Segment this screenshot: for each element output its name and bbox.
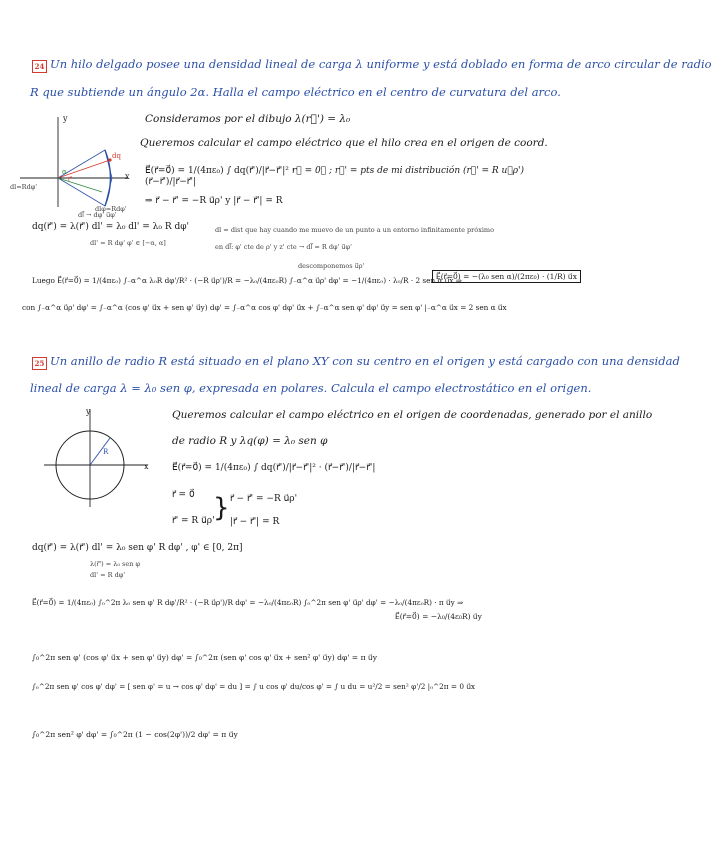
problem-number-badge: 24 (32, 60, 47, 73)
problem-statement-line: Un anillo de radio R está situado en el plano XY con su centro en el origen y está cargado con una densidad (50, 354, 680, 368)
auxiliary-integral: con ∫₋α^α u⃗ρ' dφ' = ∫₋α^α (cos φ' u⃗x + sen φ' u⃗y) dφ' = ∫₋α^α cos φ' dφ' u⃗x + ∫₋α^α sen φ' dφ' u⃗y = sen φ' |₋α^α u⃗x = 2 sen α u⃗x (22, 303, 507, 312)
position-definition: r⃗' = R u⃗ρ' (172, 516, 215, 526)
field-equation: E⃗(r⃗=0⃗) = 1/(4πε₀) ∫ dq(r⃗')/|r⃗−r⃗'|² · (r⃗−r⃗')/|r⃗−r⃗'| (145, 166, 295, 187)
problem-statement-line: Un hilo delgado posee una densidad lineal de carga λ uniforme y está doblado en forma de arco circular de radio (50, 57, 712, 71)
integral-step: ∫₀^2π sen φ' (cos φ' u⃗x + sen φ' u⃗y) dφ' = ∫₀^2π (sen φ' cos φ' u⃗x + sen² φ' u⃗y) dφ' = π u⃗y (32, 653, 378, 662)
distance-vector: r⃗ − r⃗' = −R u⃗ρ' (230, 494, 298, 504)
x-axis-label: x (144, 462, 149, 471)
r-prime-label: r⃗' (68, 176, 73, 183)
y-axis-label: y (86, 407, 91, 416)
dl-note: en dl⃗: φ' cte de ρ' y z' cte → dl⃗ = R dφ' u⃗φ' (215, 243, 352, 251)
distance-modulus: |r⃗ − r⃗'| = R (230, 517, 280, 527)
field-substitution: Luego E⃗(r⃗=0⃗) = 1/(4πε₀) ∫₋α^α λ₀R dφ'/R² · (−R u⃗ρ')/R = −λ₀/(4πε₀R) ∫₋α^α u⃗ρ' dφ' = −1/(4πε₀) · λ₀/R · 2 sen α u⃗x ⇒ (32, 276, 462, 285)
x-axis-label: x (125, 172, 130, 181)
radius-label: R (103, 448, 109, 456)
arc-diagram (10, 112, 135, 212)
goal-text: Queremos calcular el campo eléctrico que el hilo crea en el origen de coord. (140, 137, 548, 149)
dl-note: dl = dist que hay cuando me muevo de un punto a un entorno infinitamente próximo (215, 226, 495, 234)
dl-label: dl=Rdφ' (10, 183, 38, 191)
field-substitution: E⃗(r⃗=0⃗) = 1/(4πε₀) ∫₀^2π λ₀ sen φ' R dφ'/R² · (−R u⃗ρ')/R dφ' = −λ₀/(4πε₀R) ∫₀^2π sen φ' u⃗ρ' dφ' = −λ₀/(4πε₀R) · π u⃗y ⇒ (32, 598, 464, 607)
result-expression: E⃗(r⃗=0⃗) = −λ₀/(4ε₀R) u⃗y (395, 612, 482, 621)
result-box: E⃗(r⃗=0⃗) = −(λ₀ sen α)/(2πε₀) · (1/R) u⃗x (432, 270, 581, 283)
field-equation: E⃗(r⃗=0⃗) = 1/(4πε₀) ∫ dq(r⃗')/|r⃗−r⃗'|² · (r⃗−r⃗')/|r⃗−r⃗'| (172, 463, 376, 473)
dq-substitution: dl' = R dφ' (90, 571, 126, 579)
alpha-label: α (62, 168, 67, 176)
dq-expression: dq(r⃗') = λ(r⃗') dl' = λ₀ dl' = λ₀ R dφ' (32, 222, 190, 232)
goal-text: de radio R y λq(φ) = λ₀ sen φ (172, 435, 328, 447)
problem-number-badge: 25 (32, 357, 47, 370)
consideration-text: Consideramos por el dibujo λ(r⃗') = λ₀ (145, 113, 351, 125)
position-definition: r⃗ = 0⃗ (172, 490, 195, 500)
ring-diagram (40, 405, 155, 515)
problem-statement-line: R que subtiende un ángulo 2α. Halla el campo eléctrico en el centro de curvatura del arco. (30, 85, 561, 99)
brace-symbol: } (213, 493, 230, 523)
problem-statement-line: lineal de carga λ = λ₀ sen φ, expresada en polares. Calcula el campo electrostático en el origen. (30, 381, 592, 395)
distance-relation: ⇒ r⃗ − r⃗' = −R u⃗ρ' y |r⃗ − r⃗'| = R (145, 196, 283, 206)
angle-line (58, 178, 102, 192)
dq-label: dq (112, 152, 121, 160)
dq-substitution: dl' = R dφ' φ' ∈ [−α, α] (90, 239, 166, 247)
integral-step: ∫₀^2π sen φ' cos φ' dφ' = [ sen φ' = u → cos φ' dφ' = du ] = ∫ u cos φ' du/cos φ' = ∫ u du = u²/2 = sen² φ'/2 |₀^2π = 0 u⃗x (32, 682, 476, 691)
dl-phi-label: dlφ=Rdφ' (95, 205, 127, 213)
dl-differential-note: dl⃗ → dφ' u⃗φ' (78, 211, 117, 219)
integral-step: ∫₀^2π sen² φ' dφ' = ∫₀^2π (1 − cos(2φ'))/2 dφ' = π u⃗y (32, 730, 238, 739)
decompose-note: descomponemos u⃗ρ' (298, 262, 365, 270)
goal-text: Queremos calcular el campo eléctrico en el origen de coordenadas, generado por el anillo (172, 409, 653, 421)
dq-expression: dq(r⃗') = λ(r⃗') dl' = λ₀ sen φ' R dφ' , φ' ∈ [0, 2π] (32, 543, 243, 553)
y-axis-label: y (63, 114, 68, 123)
dq-substitution: λ(r⃗') = λ₀ sen φ (90, 560, 141, 568)
position-definitions: r⃗ = 0⃗ ; r⃗' = pts de mi distribución (r⃗' = R u⃗ρ') (292, 166, 525, 176)
